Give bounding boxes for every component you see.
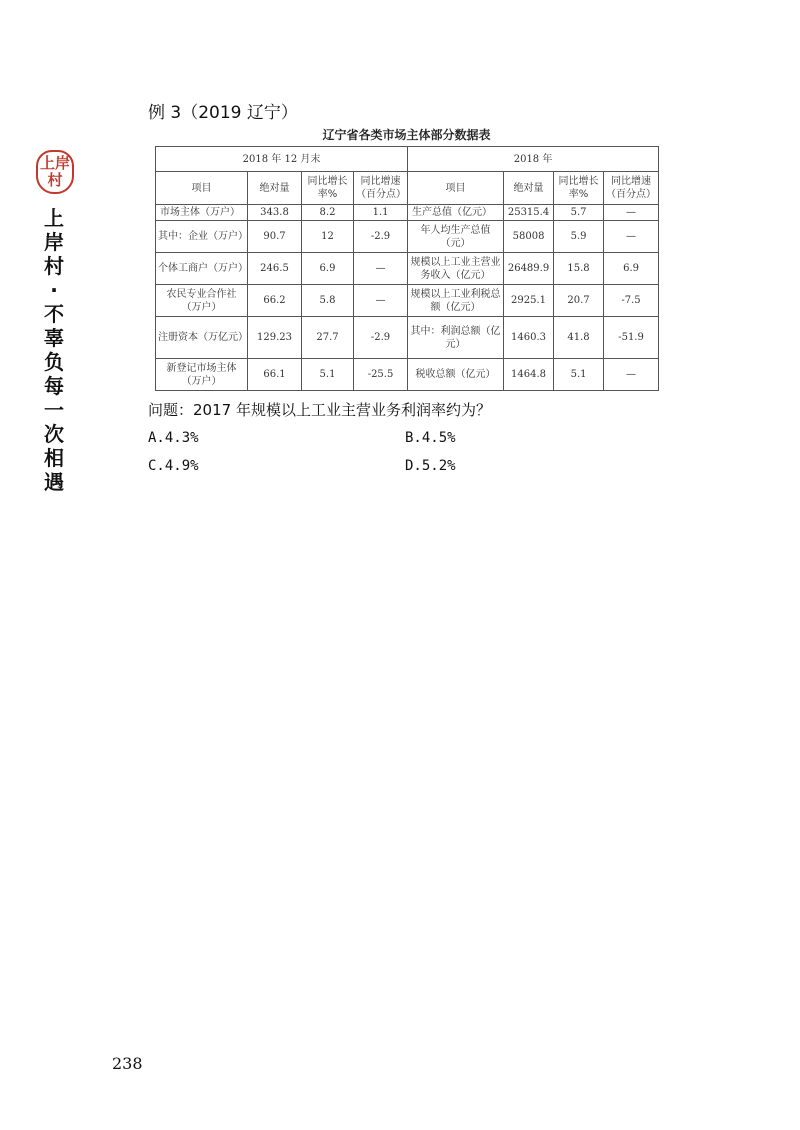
brand-seal-logo xyxy=(36,150,74,194)
table-cell: — xyxy=(604,205,659,221)
slogan-char: · xyxy=(50,278,60,302)
col-header: 同比增速（百分点） xyxy=(604,172,659,205)
seal-text-bottom: 村 xyxy=(47,171,63,189)
table-cell: 26489.9 xyxy=(504,253,554,285)
option-b[interactable]: B.4.5% xyxy=(405,430,456,446)
example-heading: 例 3（2019 辽宁） xyxy=(148,103,298,123)
table-row xyxy=(156,317,659,359)
option-d[interactable]: D.5.2% xyxy=(405,458,456,474)
option-a[interactable]: A.4.3% xyxy=(148,430,199,446)
slogan-char: 相 xyxy=(44,446,66,470)
table-cell: -2.9 xyxy=(354,317,408,359)
table-title: 辽宁省各类市场主体部分数据表 xyxy=(322,128,491,142)
table-cell: 生产总值（亿元） xyxy=(408,205,504,221)
table-row xyxy=(156,205,659,221)
table-cell: 规模以上工业利税总额（亿元） xyxy=(408,285,504,317)
table-cell: 12 xyxy=(302,221,354,253)
slogan-char: 岸 xyxy=(44,230,66,254)
table-cell: 市场主体（万户） xyxy=(156,205,248,221)
col-header: 项目 xyxy=(156,172,248,205)
col-header: 绝对量 xyxy=(248,172,302,205)
table-cell: — xyxy=(354,253,408,285)
table-cell: 41.8 xyxy=(554,317,604,359)
table-cell: 5.9 xyxy=(554,221,604,253)
slogan-char: 遇 xyxy=(44,470,66,494)
table-cell: 25315.4 xyxy=(504,205,554,221)
slogan-char: 上 xyxy=(44,206,66,230)
table-cell: 66.1 xyxy=(248,359,302,391)
group-header-left: 2018 年 12 月末 xyxy=(156,147,408,172)
table-cell: 66.2 xyxy=(248,285,302,317)
option-c[interactable]: C.4.9% xyxy=(148,458,199,474)
brand-column xyxy=(36,150,80,494)
table-cell: 其中：企业（万户） xyxy=(156,221,248,253)
table-cell: 新登记市场主体（万户） xyxy=(156,359,248,391)
table-cell: 90.7 xyxy=(248,221,302,253)
col-header: 同比增长率% xyxy=(554,172,604,205)
table-cell: 1460.3 xyxy=(504,317,554,359)
table-cell: 5.8 xyxy=(302,285,354,317)
table-cell: -2.9 xyxy=(354,221,408,253)
slogan-char: 次 xyxy=(44,422,66,446)
table-cell: -25.5 xyxy=(354,359,408,391)
seal-text-top: 上岸 xyxy=(39,154,70,172)
table-cell: -7.5 xyxy=(604,285,659,317)
slogan-char: 不 xyxy=(44,302,66,326)
table-cell: 15.8 xyxy=(554,253,604,285)
slogan-char: 一 xyxy=(44,398,66,422)
table-row xyxy=(156,221,659,253)
slogan-char: 辜 xyxy=(44,326,66,350)
table-cell: — xyxy=(354,285,408,317)
table-cell: 2925.1 xyxy=(504,285,554,317)
table-cell: 年人均生产总值（元） xyxy=(408,221,504,253)
table-cell: — xyxy=(604,359,659,391)
table-cell: 注册资本（万亿元） xyxy=(156,317,248,359)
table-cell: 343.8 xyxy=(248,205,302,221)
brand-slogan xyxy=(36,206,74,494)
col-header: 项目 xyxy=(408,172,504,205)
table-cell: 1.1 xyxy=(354,205,408,221)
market-data-table xyxy=(155,146,659,391)
slogan-char: 负 xyxy=(44,350,66,374)
table-cell: -51.9 xyxy=(604,317,659,359)
table-cell: 8.2 xyxy=(302,205,354,221)
table-row xyxy=(156,359,659,391)
table-row xyxy=(156,285,659,317)
col-header: 同比增速（百分点） xyxy=(354,172,408,205)
table-row xyxy=(156,253,659,285)
table-cell: 5.1 xyxy=(554,359,604,391)
table-cell: 6.9 xyxy=(604,253,659,285)
slogan-char: 每 xyxy=(44,374,66,398)
table-cell: 129.23 xyxy=(248,317,302,359)
table-cell: 1464.8 xyxy=(504,359,554,391)
table-cell: — xyxy=(604,221,659,253)
question-text: 问题：2017 年规模以上工业主营业务利润率约为？ xyxy=(148,401,491,419)
table-cell: 5.7 xyxy=(554,205,604,221)
table-cell: 246.5 xyxy=(248,253,302,285)
table-cell: 规模以上工业主营业务收入（亿元） xyxy=(408,253,504,285)
table-cell: 农民专业合作社（万户） xyxy=(156,285,248,317)
table-cell: 其中：利润总额（亿元） xyxy=(408,317,504,359)
slogan-char: 村 xyxy=(44,254,66,278)
col-header: 绝对量 xyxy=(504,172,554,205)
table-cell: 税收总额（亿元） xyxy=(408,359,504,391)
table-cell: 27.7 xyxy=(302,317,354,359)
table-cell: 58008 xyxy=(504,221,554,253)
group-header-right: 2018 年 xyxy=(408,147,659,172)
table-cell: 个体工商户（万户） xyxy=(156,253,248,285)
table-cell: 20.7 xyxy=(554,285,604,317)
col-header: 同比增长率% xyxy=(302,172,354,205)
page-number: 238 xyxy=(112,1054,143,1073)
table-cell: 5.1 xyxy=(302,359,354,391)
table-cell: 6.9 xyxy=(302,253,354,285)
